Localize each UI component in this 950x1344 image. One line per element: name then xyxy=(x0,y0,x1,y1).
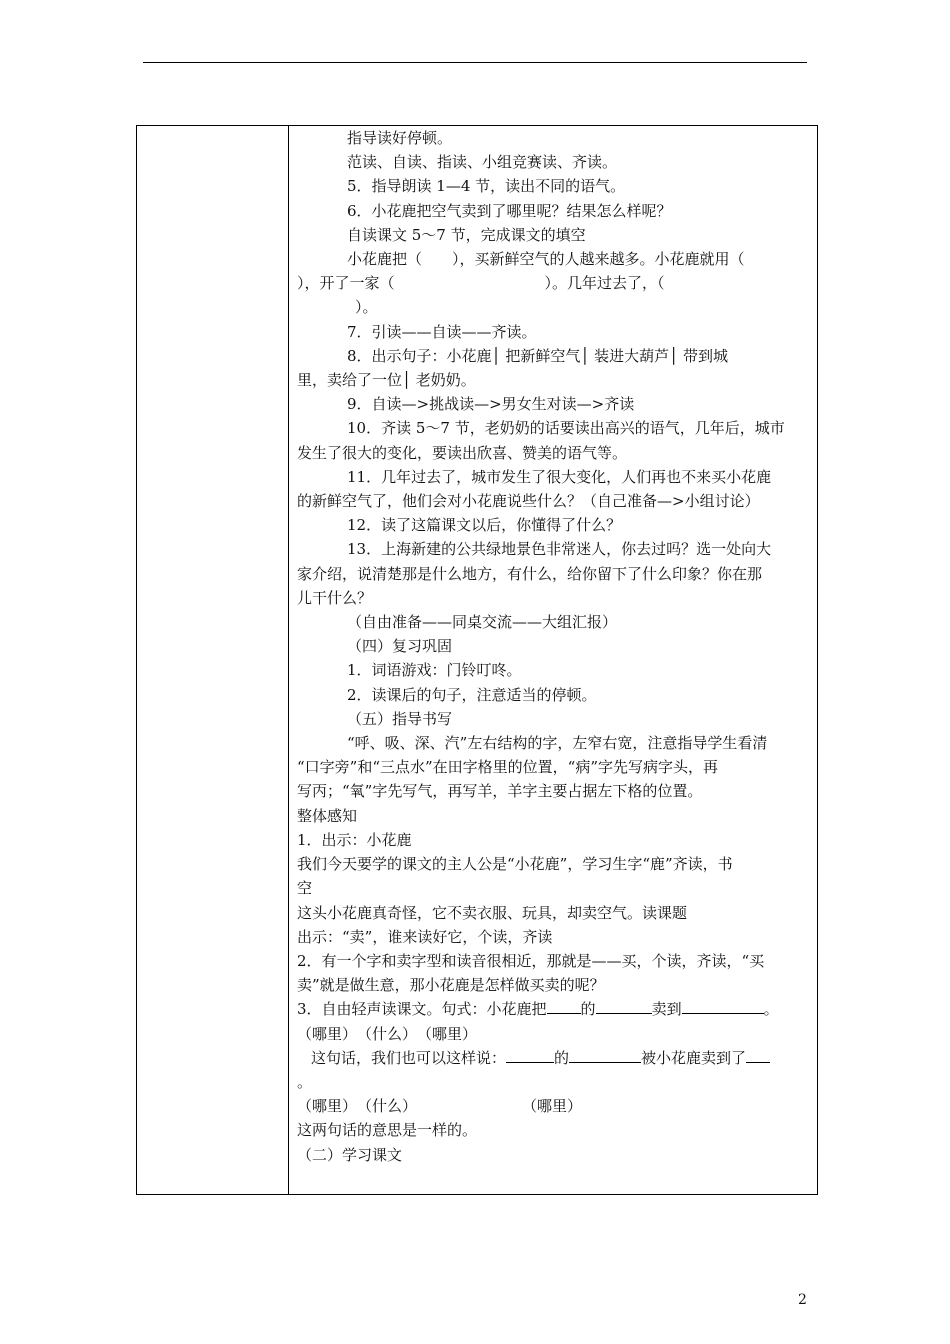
text-line: 13．上海新建的公共绿地景色非常迷人，你去过吗？选一处向大 xyxy=(347,540,772,559)
text-line: 。 xyxy=(297,1072,313,1091)
text-line: ）。 xyxy=(355,298,378,317)
lesson-table xyxy=(136,125,818,1195)
text-line: 出示：“卖”，谁来读好它，个读，齐读 xyxy=(297,927,553,946)
text-line: （五）指导书写 xyxy=(347,709,453,728)
blank xyxy=(746,1047,770,1063)
text-line: （自由准备——同桌交流——大组汇报） xyxy=(347,613,618,632)
text-line: 小花鹿把（ ），买新鲜空气的人越来越多。小花鹿就用（ xyxy=(347,250,745,269)
text-line: 7．引读——自读——齐读。 xyxy=(347,322,537,341)
lesson-content xyxy=(297,126,813,1167)
text-line: 这头小花鹿真奇怪，它不卖衣服、玩具，却卖空气。读课题 xyxy=(297,903,688,922)
blank xyxy=(682,998,764,1014)
text-line: 10．齐读 5～7 节，老奶奶的话要读出高兴的语气，几年后，城市 xyxy=(347,419,785,438)
fill-in-sentence: 这句话，我们也可以这样说： 的 被小花鹿卖到了 xyxy=(297,1046,813,1070)
text-line: “呼、吸、深、汽”左右结构的字，左窄右宽，注意指导学生看清 xyxy=(347,734,768,753)
text-line: ），开了一家（ ）。几年过去了，（ xyxy=(297,274,665,293)
text-line: 发生了很大的变化，要读出欣喜、赞美的语气等。 xyxy=(297,443,628,462)
text-line: 11．几年过去了，城市发生了很大变化，人们再也不来买小花鹿 xyxy=(347,467,772,486)
page-number: 2 xyxy=(798,1292,807,1308)
text-line: 12．读了这篇课文以后，你懂得了什么？ xyxy=(347,516,622,535)
text-line: （哪里） （什么） （哪里） xyxy=(297,1097,583,1116)
text-line: 整体感知 xyxy=(297,806,358,825)
blank xyxy=(547,998,581,1014)
text-line: 8．出示句子：小花鹿│ 把新鲜空气│ 装进大葫芦│ 带到城 xyxy=(347,346,728,365)
text-line: 1．出示：小花鹿 xyxy=(297,830,412,849)
text-line: 范读、自读、指读、小组竞赛读、齐读。 xyxy=(347,153,618,172)
blank xyxy=(596,998,652,1014)
text-line: 5．指导朗读 1—4 节，读出不同的语气。 xyxy=(347,177,626,196)
text-line: 儿干什么？ xyxy=(297,588,373,607)
text-line: 2．有一个字和卖字型和读音很相近，那就是——买，个读，齐读，“买 xyxy=(297,951,765,970)
text-line: 的新鲜空气了，他们会对小花鹿说些什么？（自己准备—>小组讨论） xyxy=(297,492,760,511)
text-line: 家介绍，说清楚那是什么地方，有什么，给你留下了什么印象？你在那 xyxy=(297,564,763,583)
text-line: （哪里） （什么） （哪里） xyxy=(297,1024,478,1043)
text-line: 指导读好停顿。 xyxy=(347,129,453,147)
text-line: 1．词语游戏：门铃叮咚。 xyxy=(347,661,522,680)
fill-in-sentence: 3．自由轻声读课文。句式：小花鹿把 的 卖到 。 xyxy=(297,1000,779,1019)
text-line: 卖”就是做生意，那小花鹿是怎样做买卖的呢？ xyxy=(297,976,605,995)
text-line: 我们今天要学的课文的主人公是“小花鹿”，学习生字“鹿”齐读，书 xyxy=(297,855,733,874)
text-line: 写丙；“氧”字先写气，再写羊，羊字主要占据左下格的位置。 xyxy=(297,782,703,801)
blank xyxy=(569,1047,641,1063)
text-line: 这两句话的意思是一样的。 xyxy=(297,1121,478,1140)
text-line: “口字旁”和“三点水”在田字格里的位置，“病”字先写病字头，再 xyxy=(297,758,719,777)
text-line: 6．小花鹿把空气卖到了哪里呢？结果怎么样呢？ xyxy=(347,201,672,220)
text-line: 空 xyxy=(297,879,313,898)
left-column-cell xyxy=(137,126,289,1194)
blank xyxy=(506,1047,554,1063)
text-line: 里，卖给了一位│ 老奶奶。 xyxy=(297,371,476,390)
text-line: 9．自读—>挑战读—>男女生对读—>齐读 xyxy=(347,395,635,414)
header-rule xyxy=(143,62,807,63)
text-line: （四）复习巩固 xyxy=(347,637,453,656)
text-line: 自读课文 5～7 节，完成课文的填空 xyxy=(347,225,586,244)
text-line: 2．读课后的句子，注意适当的停顿。 xyxy=(347,685,597,704)
text-line: （二）学习课文 xyxy=(297,1145,403,1164)
